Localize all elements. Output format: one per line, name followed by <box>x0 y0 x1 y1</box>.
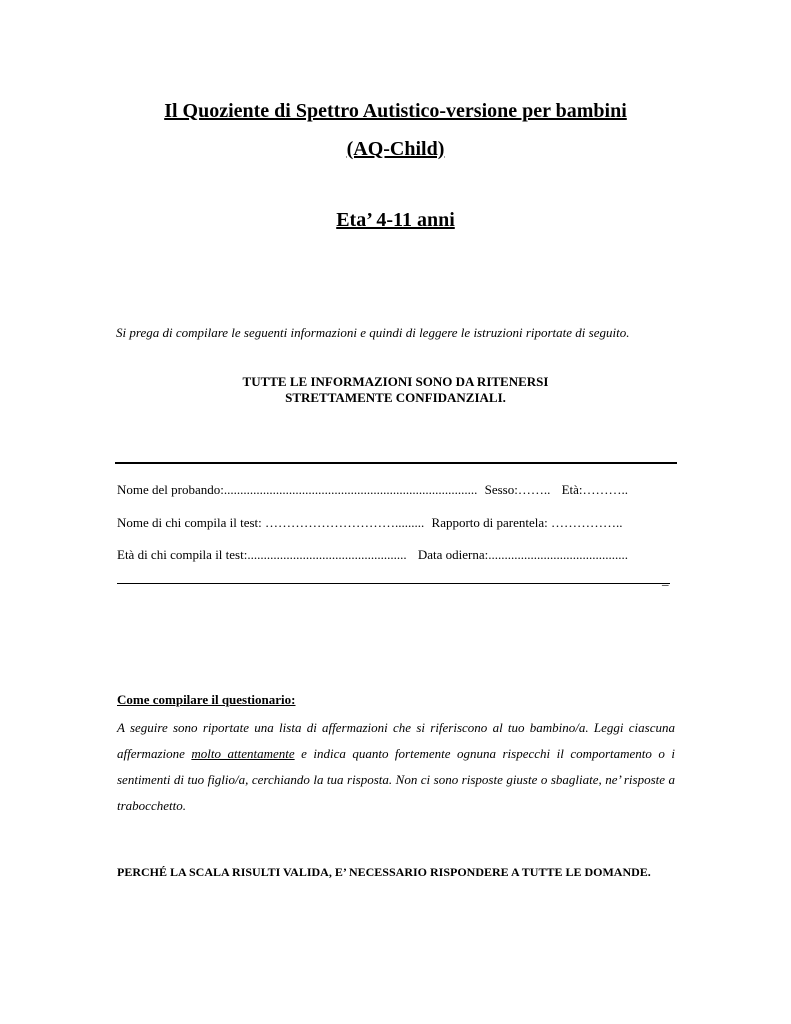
date-field[interactable]: Data odierna:........................................... <box>417 547 628 562</box>
document-title: Il Quoziente di Spettro Autistico-versione per bambini <box>164 100 627 122</box>
instructions-text <box>117 715 675 819</box>
age-range-heading: Eta’ 4-11 anni <box>336 209 455 231</box>
form-end-dash: _ <box>662 572 669 587</box>
validity-warning: PERCHÉ LA SCALA RISULTI VALIDA, E’ NECESSARIO RISPONDERE A TUTTE LE DOMANDE. <box>117 865 651 879</box>
sex-field[interactable]: Sesso:…….. <box>484 482 551 497</box>
form-row-date <box>117 547 628 563</box>
age-field[interactable]: Età:……….. <box>561 482 629 497</box>
document-subtitle: (AQ-Child) <box>346 138 445 160</box>
instructions-emphasis: molto attentamente <box>191 746 295 761</box>
form-bottom-rule <box>117 583 670 584</box>
form-row-compiler <box>117 515 623 531</box>
proband-name-field[interactable]: Nome del probando:.............................................................................. <box>117 482 478 497</box>
instructions-part1: A seguire sono riportate una lista di affermazioni che si riferiscono al tuo bambino/a. Leggi ciascuna affermazione <box>117 720 675 761</box>
instructions-heading: Come compilare il questionario: <box>117 692 296 707</box>
form-row-proband <box>117 482 628 498</box>
instructions-part2: e indica quanto fortemente ognuna rispecchi il comportamento o i sentimenti di tuo figlio/a, cerchiando la tua risposta. Non ci sono risposte giuste o sbagliate, ne’ risposte a trabocchetto. <box>117 746 675 813</box>
relation-field[interactable]: Rapporto di parentela: …………….. <box>431 515 623 530</box>
form-top-rule <box>115 462 677 464</box>
compiler-age-field[interactable]: Età di chi compila il test:................................................. <box>117 547 407 562</box>
confidentiality-notice-line1: TUTTE LE INFORMAZIONI SONO DA RITENERSI <box>242 374 549 389</box>
compiler-name-field[interactable]: Nome di chi compila il test: …………………………......... <box>117 515 425 530</box>
intro-text: Si prega di compilare le seguenti informazioni e quindi di leggere le istruzioni riportate di seguito. <box>116 325 630 340</box>
confidentiality-notice-line2: STRETTAMENTE CONFIDANZIALI. <box>285 390 506 405</box>
